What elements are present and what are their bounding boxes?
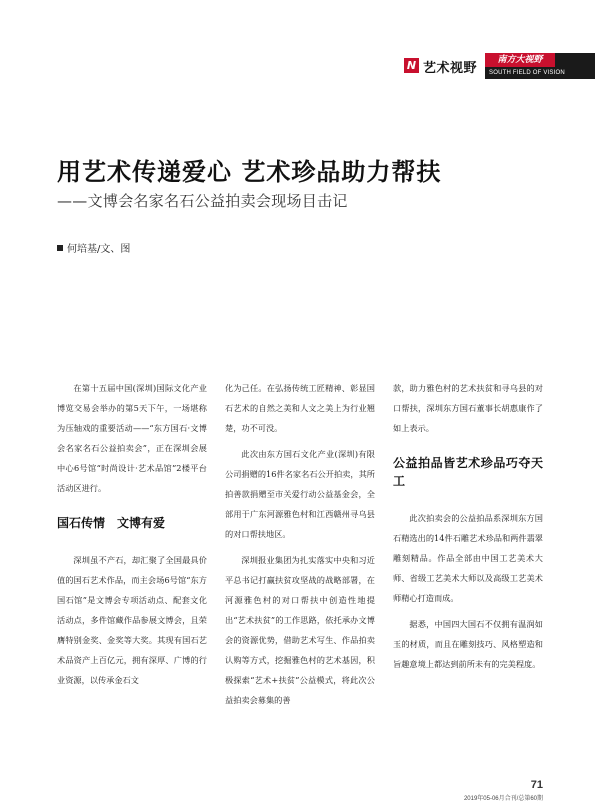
byline <box>57 240 130 255</box>
square-bullet-icon <box>57 245 63 251</box>
article-title: 用艺术传递爱心 艺术珍品助力帮扶 <box>57 158 442 186</box>
paragraph: 深圳报业集团为扎实落实中央和习近平总书记打赢扶贫攻坚战的战略部署，在河源雅色村的对口帮扶中创造性地提出“艺术扶贫”的工作思路，依托承办文博会的资源优势，借助艺术写生、作品拍卖认购等方式，挖掘雅色村的艺术基因，积极探索“艺术+扶贫”公益模式，将此次公益拍卖会募集的善 <box>225 555 375 705</box>
paragraph: 在第十五届中国(深圳)国际文化产业博览交易会举办的第5天下午，一场堪称为压轴戏的重要活动——“东方国石·文博会名家名石公益拍卖会”，正在深圳会展中心6号馆“时尚设计·艺术品馆”2楼平台活动区进行。 <box>57 383 207 493</box>
page-number: 71 <box>530 779 543 791</box>
brand-english-name: SOUTH FIELD OF VISION <box>489 70 565 76</box>
section-heading: 公益拍品皆艺术珍品巧夺天工 <box>393 456 543 488</box>
paragraph: 款，助力雅色村的艺术扶贫和寻乌县的对口帮扶，深圳东方国石董事长胡惠康作了如上表示。 <box>393 383 543 433</box>
paragraph: 深圳虽不产石，却汇聚了全国最具价值的国石艺术作品，而主会场6号馆“东方国石馆”是文博会专项活动点、配套文化活动点，多件馆藏作品参展文博会，且荣膺特别金奖、金奖等大奖。其现有国石艺术品资产上百亿元，拥有深厚、广博的行业资源，以传承金石文 <box>57 555 207 685</box>
paragraph: 化为己任。在弘扬传统工匠精神、彰显国石艺术的自然之美和人文之美上为行业翘楚，功不可没。 <box>225 383 375 433</box>
brand-n-logo-icon: N <box>404 58 419 73</box>
column-2 <box>225 378 375 716</box>
paragraph: 此次拍卖会的公益拍品系深圳东方国石精选出的14件石雕艺术珍品和两件翡翠雕刻精品。作品全部由中国工艺美术大师、省级工艺美术大师以及高级工艺美术师精心打造而成。 <box>393 513 543 603</box>
paragraph: 据悉，中国四大国石不仅拥有温润如玉的材质，而且在雕刻技巧、风格塑造和旨趣意境上都达到前所未有的完美程度。 <box>393 619 543 669</box>
paragraph: 此次由东方国石文化产业(深圳)有限公司捐赠的16件名家名石公开拍卖，其所拍善款捐赠至市关爱行动公益基金会，全部用于广东河源雅色村和江西赣州寻乌县的对口帮扶地区。 <box>225 449 375 539</box>
magazine-brand <box>404 53 595 79</box>
article-subtitle: ——文博会名家名石公益拍卖会现场目击记 <box>57 192 348 210</box>
column-3 <box>393 378 543 680</box>
column-1 <box>57 378 207 696</box>
brand-block <box>485 53 595 79</box>
brand-logo: 南方大视野 <box>485 53 555 67</box>
section-name: 艺术视野 <box>422 61 477 76</box>
section-heading: 国石传情 文博有爱 <box>57 516 166 530</box>
issue-info: 2019年05-06月合刊/总第60期 <box>463 796 543 802</box>
byline-text: 何培基/文、图 <box>67 244 131 255</box>
